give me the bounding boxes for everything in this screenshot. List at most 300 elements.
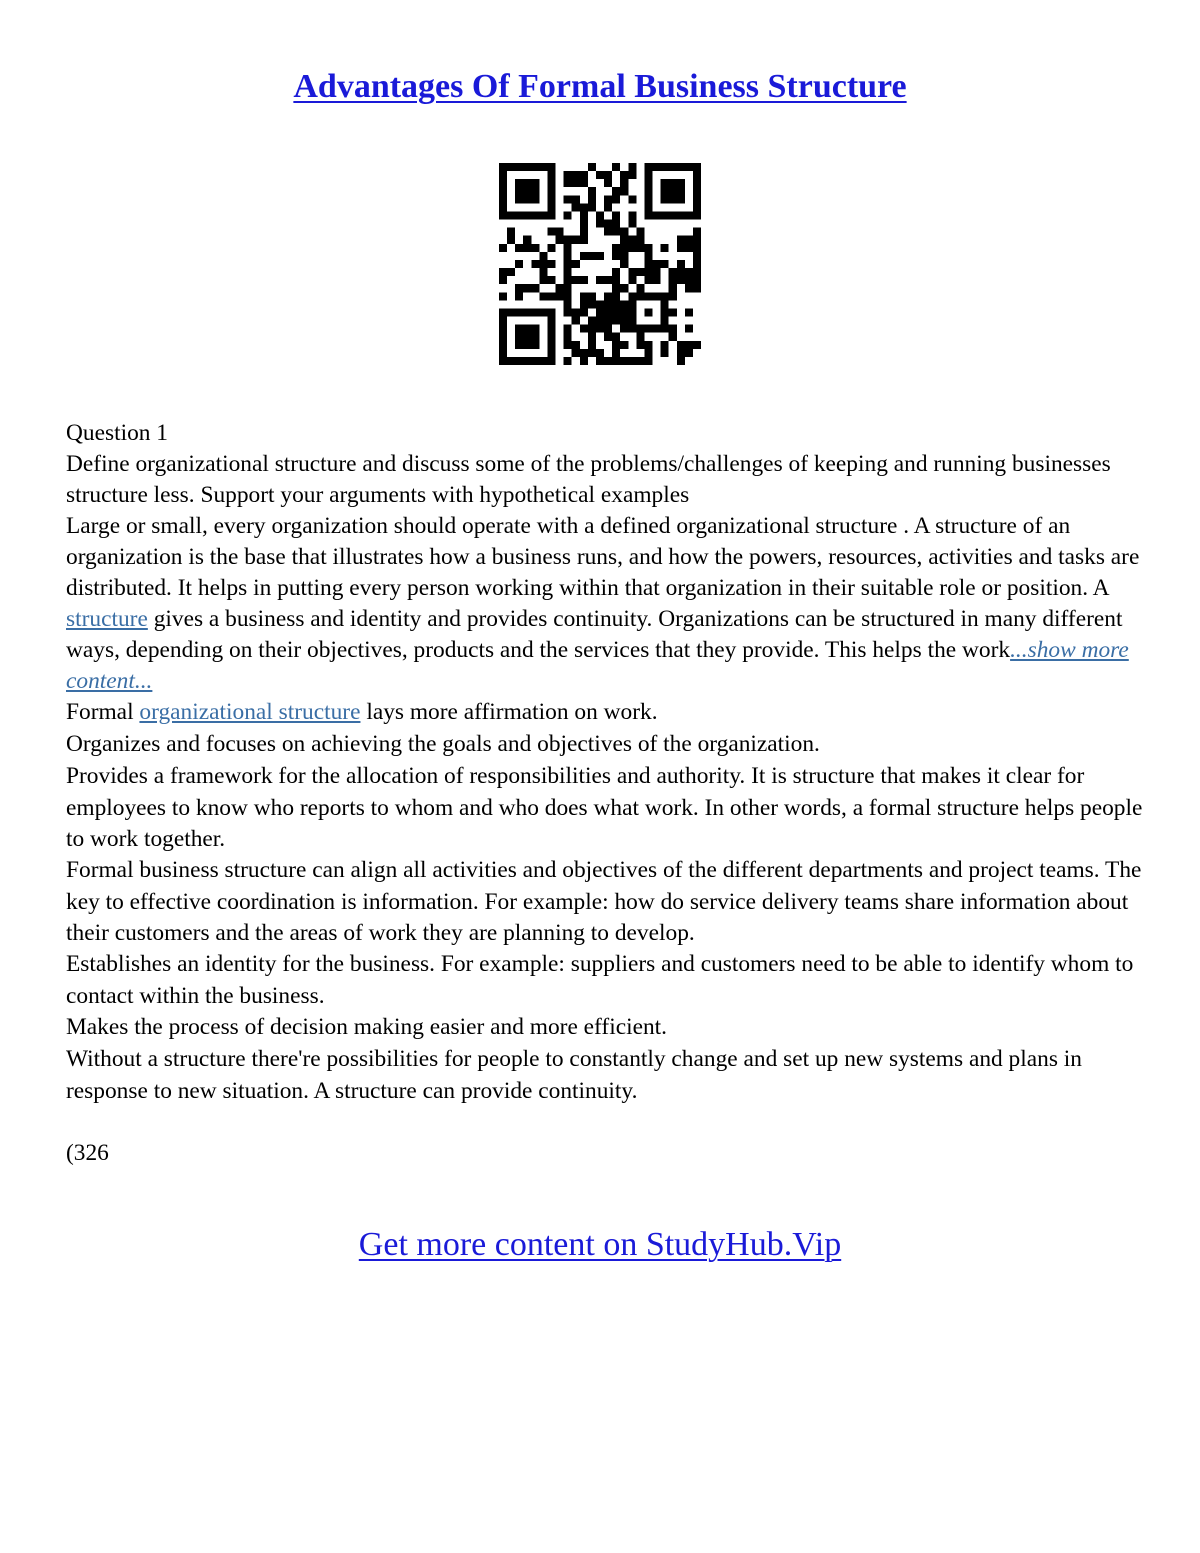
qr-module: [628, 325, 636, 333]
qr-module: [499, 341, 507, 349]
qr-module: [588, 195, 596, 203]
qr-module: [539, 260, 547, 268]
qr-module: [685, 163, 693, 171]
qr-module: [499, 171, 507, 179]
qr-module: [685, 268, 693, 276]
qr-module: [539, 276, 547, 284]
qr-module: [620, 300, 628, 308]
qr-module: [564, 195, 572, 203]
qr-module: [564, 171, 572, 179]
qr-module: [523, 244, 531, 252]
qr-module: [523, 333, 531, 341]
qr-module: [636, 268, 644, 276]
question-text: Define organizational structure and discuss some of the problems/challenges of keeping and running businesses structure less. Support your arguments with hypothetical examples: [66, 451, 1111, 508]
qr-module: [693, 276, 701, 284]
qr-module: [612, 244, 620, 252]
qr-module: [499, 211, 507, 219]
qr-module: [628, 276, 636, 284]
qr-module: [685, 211, 693, 219]
qr-module: [693, 163, 701, 171]
qr-module: [572, 260, 580, 268]
qr-module: [604, 276, 612, 284]
qr-module: [669, 268, 677, 276]
qr-module: [499, 163, 507, 171]
qr-module: [564, 268, 572, 276]
qr-module: [612, 317, 620, 325]
qr-module: [612, 308, 620, 316]
qr-module: [580, 325, 588, 333]
document-title-container: [0, 62, 1200, 112]
qr-module: [669, 195, 677, 203]
qr-module: [596, 252, 604, 260]
qr-module: [628, 292, 636, 300]
qr-module: [547, 341, 555, 349]
qr-module: [564, 179, 572, 187]
qr-module: [661, 179, 669, 187]
qr-module: [539, 252, 547, 260]
qr-module: [628, 211, 636, 219]
qr-module: [531, 308, 539, 316]
qr-module: [661, 195, 669, 203]
qr-module: [620, 357, 628, 365]
qr-module: [547, 349, 555, 357]
qr-module: [677, 211, 685, 219]
spacer: [66, 1107, 1146, 1138]
qr-module: [604, 195, 612, 203]
qr-module: [547, 179, 555, 187]
studyhub-link[interactable]: Get more content on StudyHub.Vip: [358, 1226, 842, 1263]
qr-module: [685, 325, 693, 333]
qr-module: [580, 228, 588, 236]
qr-module: [523, 187, 531, 195]
qr-module: [620, 317, 628, 325]
qr-module: [499, 276, 507, 284]
qr-module: [588, 333, 596, 341]
qr-module: [499, 195, 507, 203]
qr-module: [499, 203, 507, 211]
show-more-link[interactable]: ...show more content...: [66, 637, 1129, 694]
qr-module: [547, 203, 555, 211]
qr-module: [539, 308, 547, 316]
qr-module: [636, 228, 644, 236]
qr-module: [669, 179, 677, 187]
qr-module: [523, 211, 531, 219]
structure-link[interactable]: structure: [66, 606, 148, 632]
qr-module: [644, 268, 652, 276]
qr-module: [580, 211, 588, 219]
bullet-text: Formal business structure can align all activities and objectives of the different departments and project teams. The key to effective coordination is information. For example: how do service delivery teams share information about their customers and the areas of work they are planning to develop.: [66, 857, 1142, 946]
qr-module: [572, 195, 580, 203]
qr-module: [499, 244, 507, 252]
qr-module: [612, 357, 620, 365]
qr-module: [620, 179, 628, 187]
qr-module: [693, 244, 701, 252]
qr-module: [547, 187, 555, 195]
qr-module: [556, 284, 564, 292]
qr-module: [580, 276, 588, 284]
qr-module: [499, 187, 507, 195]
qr-module: [669, 333, 677, 341]
qr-module: [669, 211, 677, 219]
qr-module: [572, 349, 580, 357]
qr-module: [636, 244, 644, 252]
qr-module: [604, 228, 612, 236]
qr-module: [604, 203, 612, 211]
qr-module: [564, 308, 572, 316]
qr-module: [523, 195, 531, 203]
qr-module: [507, 211, 515, 219]
qr-module: [677, 341, 685, 349]
qr-module: [661, 292, 669, 300]
qr-module: [572, 317, 580, 325]
qr-module: [523, 284, 531, 292]
qr-module: [515, 333, 523, 341]
qr-module: [604, 357, 612, 365]
qr-module: [644, 179, 652, 187]
bullet-item: [66, 1044, 1146, 1107]
qr-module: [580, 357, 588, 365]
qr-module: [653, 325, 661, 333]
qr-module: [539, 268, 547, 276]
qr-module: [620, 325, 628, 333]
qr-module: [523, 236, 531, 244]
qr-module: [531, 325, 539, 333]
qr-module: [644, 357, 652, 365]
qr-module: [628, 244, 636, 252]
qr-module: [596, 357, 604, 365]
qr-module: [620, 284, 628, 292]
qr-module: [620, 308, 628, 316]
qr-module: [499, 349, 507, 357]
qr-module: [531, 284, 539, 292]
qr-module: [564, 284, 572, 292]
qr-module: [661, 349, 669, 357]
qr-module: [596, 211, 604, 219]
qr-module: [588, 300, 596, 308]
qr-module: [523, 325, 531, 333]
qr-module: [596, 220, 604, 228]
qr-module: [644, 260, 652, 268]
qr-module: [539, 292, 547, 300]
qr-module: [531, 211, 539, 219]
qr-module: [685, 236, 693, 244]
qr-module: [547, 317, 555, 325]
qr-module: [515, 292, 523, 300]
qr-module: [693, 203, 701, 211]
qr-module: [653, 163, 661, 171]
intro-text-part2: gives a business and identity and provides continuity. Organizations can be structured in many different ways, depending on their objectives, products and the services that they provide. This helps the work: [66, 606, 1123, 663]
qr-module: [515, 163, 523, 171]
qr-module: [515, 357, 523, 365]
qr-module: [588, 325, 596, 333]
qr-module: [515, 211, 523, 219]
qr-module: [547, 244, 555, 252]
qr-module: [515, 195, 523, 203]
bullet-item: [66, 697, 1146, 729]
qr-module: [644, 203, 652, 211]
bullet-item: [66, 729, 1146, 761]
qr-module: [564, 252, 572, 260]
qr-module: [531, 187, 539, 195]
qr-module: [604, 333, 612, 341]
qr-module: [588, 187, 596, 195]
qr-module: [547, 260, 555, 268]
qr-module: [572, 276, 580, 284]
qr-module: [531, 195, 539, 203]
qr-module: [547, 292, 555, 300]
qr-module: [620, 244, 628, 252]
qr-code-icon: [499, 163, 701, 365]
qr-module: [580, 171, 588, 179]
qr-module: [499, 357, 507, 365]
qr-module: [628, 163, 636, 171]
qr-module: [693, 171, 701, 179]
organizational-structure-link[interactable]: organizational structure: [139, 699, 361, 725]
qr-module: [628, 268, 636, 276]
intro-text-part1: Large or small, every organization should operate with a defined organizational structure . A structure of an organization is the base that illustrates how a business runs, and how the powers, resources, activities and tasks are distributed. It helps in putting every person working within that organization in their suitable role or position. A: [66, 513, 1140, 601]
qr-module: [564, 292, 572, 300]
qr-module: [677, 236, 685, 244]
qr-module: [685, 341, 693, 349]
qr-module: [628, 300, 636, 308]
qr-module: [693, 260, 701, 268]
qr-module: [677, 187, 685, 195]
qr-module: [507, 236, 515, 244]
qr-module: [580, 308, 588, 316]
qr-module: [588, 341, 596, 349]
qr-module: [572, 341, 580, 349]
qr-module: [677, 260, 685, 268]
qr-module: [531, 244, 539, 252]
qr-module: [604, 292, 612, 300]
qr-module: [693, 179, 701, 187]
qr-module: [499, 333, 507, 341]
document-body: [66, 418, 1146, 1169]
qr-module: [677, 163, 685, 171]
qr-module: [628, 236, 636, 244]
qr-module: [596, 325, 604, 333]
qr-module: [661, 325, 669, 333]
qr-module: [515, 308, 523, 316]
qr-module: [628, 195, 636, 203]
qr-module: [628, 357, 636, 365]
qr-module: [669, 276, 677, 284]
qr-module: [588, 252, 596, 260]
qr-module: [564, 211, 572, 219]
qr-module: [612, 195, 620, 203]
qr-module: [653, 268, 661, 276]
qr-module: [677, 276, 685, 284]
qr-module: [612, 252, 620, 260]
bullet-item: [66, 761, 1146, 855]
qr-module: [515, 341, 523, 349]
qr-module: [556, 236, 564, 244]
qr-module: [677, 195, 685, 203]
qr-module: [572, 171, 580, 179]
qr-module: [523, 179, 531, 187]
qr-module: [653, 276, 661, 284]
qr-module: [523, 308, 531, 316]
qr-module: [580, 220, 588, 228]
qr-module: [644, 211, 652, 219]
qr-module: [547, 325, 555, 333]
qr-module: [604, 325, 612, 333]
qr-module: [547, 308, 555, 316]
qr-module: [620, 171, 628, 179]
qr-module: [612, 333, 620, 341]
qr-module: [596, 300, 604, 308]
qr-module: [685, 308, 693, 316]
qr-module: [515, 179, 523, 187]
qr-module: [580, 349, 588, 357]
qr-module: [572, 179, 580, 187]
qr-module: [580, 252, 588, 260]
qr-module: [612, 211, 620, 219]
qr-module: [636, 284, 644, 292]
qr-module: [531, 333, 539, 341]
qr-module: [653, 211, 661, 219]
bullet-text: Makes the process of decision making easier and more efficient.: [66, 1014, 668, 1040]
qr-module: [547, 357, 555, 365]
qr-module: [596, 308, 604, 316]
qr-module: [612, 228, 620, 236]
qr-module: [677, 244, 685, 252]
qr-module: [531, 357, 539, 365]
qr-module: [669, 163, 677, 171]
qr-module: [547, 228, 555, 236]
qr-module: [531, 179, 539, 187]
qr-module: [596, 317, 604, 325]
qr-module: [612, 276, 620, 284]
qr-module: [580, 300, 588, 308]
qr-module: [693, 252, 701, 260]
qr-module: [661, 187, 669, 195]
qr-module: [685, 284, 693, 292]
qr-module: [636, 292, 644, 300]
qr-module: [661, 244, 669, 252]
qr-module: [564, 236, 572, 244]
qr-module: [515, 187, 523, 195]
qr-module: [596, 171, 604, 179]
qr-module: [693, 195, 701, 203]
qr-module: [515, 325, 523, 333]
qr-module: [580, 179, 588, 187]
qr-module: [693, 284, 701, 292]
qr-module: [661, 300, 669, 308]
qr-module: [644, 195, 652, 203]
qr-module: [669, 292, 677, 300]
qr-module: [547, 163, 555, 171]
qr-module: [677, 179, 685, 187]
qr-module: [588, 163, 596, 171]
qr-module: [661, 341, 669, 349]
qr-module: [685, 276, 693, 284]
qr-module: [604, 317, 612, 325]
qr-module: [644, 308, 652, 316]
qr-module: [523, 163, 531, 171]
qr-module: [572, 236, 580, 244]
qr-module: [636, 325, 644, 333]
qr-module: [644, 244, 652, 252]
qr-module: [572, 203, 580, 211]
bullet-item: [66, 1012, 1146, 1044]
qr-module: [547, 211, 555, 219]
qr-module: [499, 317, 507, 325]
qr-module: [547, 333, 555, 341]
qr-module: [547, 171, 555, 179]
qr-module: [564, 276, 572, 284]
intro-paragraph: [66, 511, 1146, 697]
qr-module: [693, 236, 701, 244]
qr-module: [669, 308, 677, 316]
qr-module: [620, 228, 628, 236]
qr-module: [531, 163, 539, 171]
qr-module: [620, 252, 628, 260]
qr-module: [604, 171, 612, 179]
qr-module: [556, 228, 564, 236]
qr-module: [612, 292, 620, 300]
qr-module: [507, 308, 515, 316]
qr-module: [620, 187, 628, 195]
qr-module: [507, 357, 515, 365]
qr-module: [604, 220, 612, 228]
qr-module: [515, 260, 523, 268]
qr-module: [644, 252, 652, 260]
qr-module: [499, 292, 507, 300]
qr-module: [588, 317, 596, 325]
qr-module: [564, 325, 572, 333]
qr-module: [612, 187, 620, 195]
qr-module: [596, 349, 604, 357]
qr-module: [661, 260, 669, 268]
document-title-link[interactable]: Advantages Of Formal Business Structure: [293, 68, 907, 105]
qr-module: [604, 308, 612, 316]
qr-module: [677, 268, 685, 276]
qr-module: [564, 333, 572, 341]
qr-module: [612, 220, 620, 228]
qr-module: [612, 268, 620, 276]
qr-module: [539, 211, 547, 219]
qr-module: [661, 317, 669, 325]
qr-module: [693, 268, 701, 276]
qr-module: [556, 292, 564, 300]
qr-module: [499, 308, 507, 316]
qr-module: [685, 244, 693, 252]
qr-module: [636, 333, 644, 341]
qr-module: [636, 236, 644, 244]
qr-module: [588, 203, 596, 211]
qr-module: [620, 236, 628, 244]
qr-module: [628, 317, 636, 325]
qr-module: [669, 284, 677, 292]
qr-module: [499, 268, 507, 276]
bullet-item: [66, 855, 1146, 949]
qr-module: [628, 171, 636, 179]
qr-module: [653, 260, 661, 268]
qr-module: [499, 179, 507, 187]
bullet-text: Establishes an identity for the business. For example: suppliers and customers need to be able to identify whom to contact within the business.: [66, 951, 1134, 1009]
bullet-text: lays more affirmation on work.: [360, 699, 658, 725]
qr-module: [669, 325, 677, 333]
qr-module: [677, 357, 685, 365]
qr-module: [499, 325, 507, 333]
qr-module: [661, 211, 669, 219]
qr-module: [612, 341, 620, 349]
qr-module: [644, 341, 652, 349]
bullet-text: Without a structure there're possibilities for people to constantly change and set up new systems and plans in response to new situation. A structure can provide continuity.: [66, 1046, 1082, 1104]
qr-module: [620, 341, 628, 349]
qr-module: [515, 244, 523, 252]
